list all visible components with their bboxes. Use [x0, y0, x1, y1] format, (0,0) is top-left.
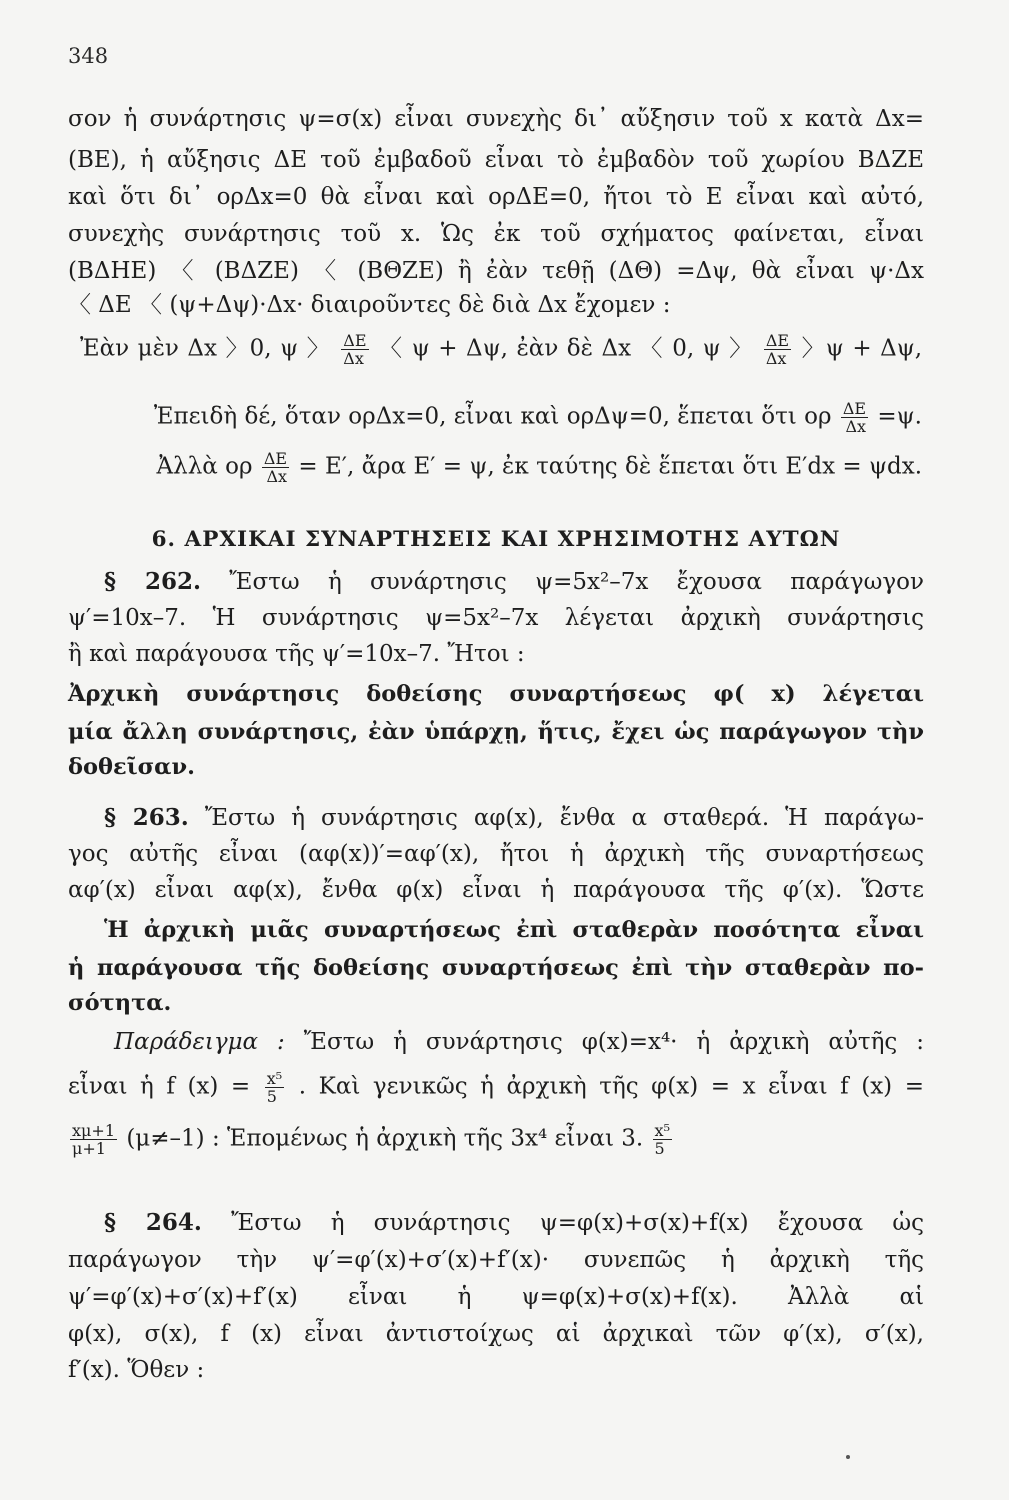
- text-span: Ἔστω ἡ συνάρτησις αφ(x), ἔνθα α σταθερά. Ἡ παράγω-: [204, 805, 924, 831]
- text-line: ψ′=φ′(x)+σ′(x)+f′(x) εἶναι ἡ ψ=φ(x)+σ(x)+f(x). Ἀλλὰ αἱ: [68, 1284, 924, 1310]
- equation-text: (μ≠–1) : Ἑπομένως ἡ ἀρχικὴ τῆς 3x⁴ εἶναι 3.: [126, 1125, 644, 1152]
- text-line: (BE), ἡ αὔξησις ΔΕ τοῦ ἐμβαδοῦ εἶναι τὸ ἐμβαδὸν τοῦ χωρίου ΒΔΖΕ: [68, 147, 924, 173]
- text-line: καὶ ὅτι δι᾽ ορΔx=0 θὰ εἶναι καὶ ορΔΕ=0, ἤτοι τὸ Ε εἶναι καὶ αὐτό,: [68, 184, 924, 210]
- text-line: ψ′=10x–7. Ἡ συνάρτησις ψ=5x²–7x λέγεται ἀρχικὴ συνάρτησις: [68, 605, 924, 631]
- text-line: ἢ καὶ παράγουσα τῆς ψ′=10x–7. Ἤτοι :: [68, 641, 525, 667]
- section-number: § 263.: [104, 804, 189, 831]
- equation-text: . Καὶ γενικῶς ἡ ἀρχικὴ τῆς φ(x) = x εἶναι f (x) =: [298, 1073, 924, 1100]
- text-line: (ΒΔΗΕ) 〈 (ΒΔΖΕ) 〈 (ΒΘΖΕ) ἢ ἐὰν τεθῇ (ΔΘ) =Δψ, θὰ εἶναι ψ·Δx: [68, 258, 924, 284]
- paragraph-line: [104, 1207, 924, 1239]
- fraction-numerator: ΔΕ: [765, 331, 790, 350]
- example-label: Παράδειγμα :: [114, 1029, 285, 1055]
- equation-line: [80, 332, 922, 367]
- text-line: σον ἡ συνάρτησις ψ=σ(x) εἶναι συνεχὴς δι᾽ αὔξησιν τοῦ x κατὰ Δx=: [68, 106, 924, 132]
- theorem-line: Ἡ ἀρχικὴ μιᾶς συναρτήσεως ἐπὶ σταθερὰν ποσότητα εἶναι: [104, 917, 924, 943]
- equation-text: Ἐὰν μὲν Δx 〉0, ψ 〉: [80, 335, 331, 362]
- fraction: [841, 400, 868, 435]
- text-line: αφ′(x) εἶναι αφ(x), ἔνθα φ(x) εἶναι ἡ παράγουσα τῆς φ′(x). Ὥστε: [68, 877, 924, 903]
- equation-line: [68, 1122, 924, 1157]
- equation-text: εἶναι ἡ f (x) =: [68, 1073, 251, 1100]
- paragraph-line: [114, 1026, 924, 1058]
- fraction-numerator: x⁵: [654, 1121, 670, 1140]
- fraction-numerator: ΔΕ: [343, 331, 367, 350]
- equation-text: =ψ.: [877, 403, 922, 430]
- equation-text: Ἀλλὰ ορ: [156, 453, 253, 480]
- fraction-denominator: μ+1: [72, 1139, 106, 1158]
- paragraph-line: [104, 802, 924, 834]
- text-span: Ἔστω ἡ συνάρτησις ψ=φ(x)+σ(x)+f(x) ἔχουσα ὡς: [231, 1210, 924, 1236]
- text-line: f′(x). Ὅθεν :: [68, 1357, 205, 1383]
- fraction: [265, 1070, 284, 1105]
- section-number: § 262.: [104, 568, 202, 595]
- text-span: Ἔστω ἡ συνάρτησις ψ=5x²–7x ἔχουσα παράγωγον: [229, 569, 924, 595]
- fraction: [764, 332, 791, 367]
- fraction-denominator: 5: [266, 1087, 277, 1106]
- fraction-denominator: 5: [654, 1139, 665, 1158]
- definition-line: Ἀρχικὴ συνάρτησις δοθείσης συναρτήσεως φ( x) λέγεται: [68, 681, 924, 707]
- theorem-line: ἡ παράγουσα τῆς δοθείσης συναρτήσεως ἐπὶ τὴν σταθερὰν πο-: [68, 955, 924, 981]
- fraction-denominator: Δx: [765, 349, 787, 368]
- fraction: [70, 1122, 117, 1157]
- fraction-numerator: ΔΕ: [842, 399, 867, 418]
- fraction: [262, 450, 289, 485]
- fraction-numerator: ΔΕ: [263, 449, 288, 468]
- equation-line: [120, 400, 922, 435]
- equation-text: 〈 ψ + Δψ, ἐὰν δὲ Δx 〈 0, ψ 〉: [379, 335, 754, 362]
- equation-text: Ἐπειδὴ δέ, ὅταν ορΔx=0, εἶναι καὶ ορΔψ=0, ἕπεται ὅτι ορ: [153, 403, 832, 430]
- fraction: [653, 1122, 672, 1157]
- definition-line: μία ἄλλη συνάρτησις, ἐὰν ὑπάρχῃ, ἥτις, ἔχει ὡς παράγωγον τὴν: [68, 719, 924, 745]
- section-heading: 6. ΑΡΧΙΚΑΙ ΣΥΝΑΡΤΗΣΕΙΣ ΚΑΙ ΧΡΗΣΙΜΟΤΗΣ ΑΥΤΩΝ: [151, 527, 841, 552]
- fraction-denominator: Δx: [343, 349, 364, 368]
- text-line: συνεχὴς συνάρτησις τοῦ x. Ὡς ἐκ τοῦ σχήματος φαίνεται, εἶναι: [68, 221, 924, 247]
- paragraph-line: [104, 566, 924, 598]
- equation-line: [80, 450, 922, 485]
- fraction-numerator: xμ+1: [72, 1121, 116, 1140]
- text-span: Ἔστω ἡ συνάρτησις φ(x)=x⁴· ἡ ἀρχικὴ αὐτῆς :: [303, 1029, 924, 1055]
- definition-line: δοθεῖσαν.: [68, 754, 195, 780]
- section-number: § 264.: [104, 1209, 202, 1236]
- fraction-denominator: Δx: [266, 467, 288, 486]
- page-number: 348: [68, 44, 109, 68]
- text-line: παράγωγον τὴν ψ′=φ′(x)+σ′(x)+f′(x)· συνεπῶς ἡ ἀρχικὴ τῆς: [68, 1247, 924, 1273]
- fraction-numerator: x⁵: [266, 1069, 283, 1088]
- text-line: γος αὐτῆς εἶναι (αφ(x))′=αφ′(x), ἤτοι ἡ ἀρχικὴ τῆς συναρτήσεως: [68, 841, 924, 867]
- theorem-line: σότητα.: [68, 990, 172, 1016]
- equation-text: = Ε′, ἄρα Ε′ = ψ, ἐκ ταύτης δὲ ἕπεται ὅτι Ε′dx = ψdx.: [298, 453, 922, 480]
- text-line: 〈 ΔΕ 〈 (ψ+Δψ)·Δx· διαιροῦντες δὲ διὰ Δx ἔχομεν :: [68, 292, 671, 318]
- fraction-denominator: Δx: [845, 417, 867, 436]
- equation-line: [68, 1070, 924, 1105]
- text-line: φ(x), σ(x), f (x) εἶναι ἀντιστοίχως αἱ ἀρχικαὶ τῶν φ′(x), σ′(x),: [68, 1321, 924, 1347]
- fraction: [341, 332, 368, 367]
- ink-speck: [846, 1455, 850, 1459]
- equation-text: 〉ψ + Δψ,: [801, 335, 923, 362]
